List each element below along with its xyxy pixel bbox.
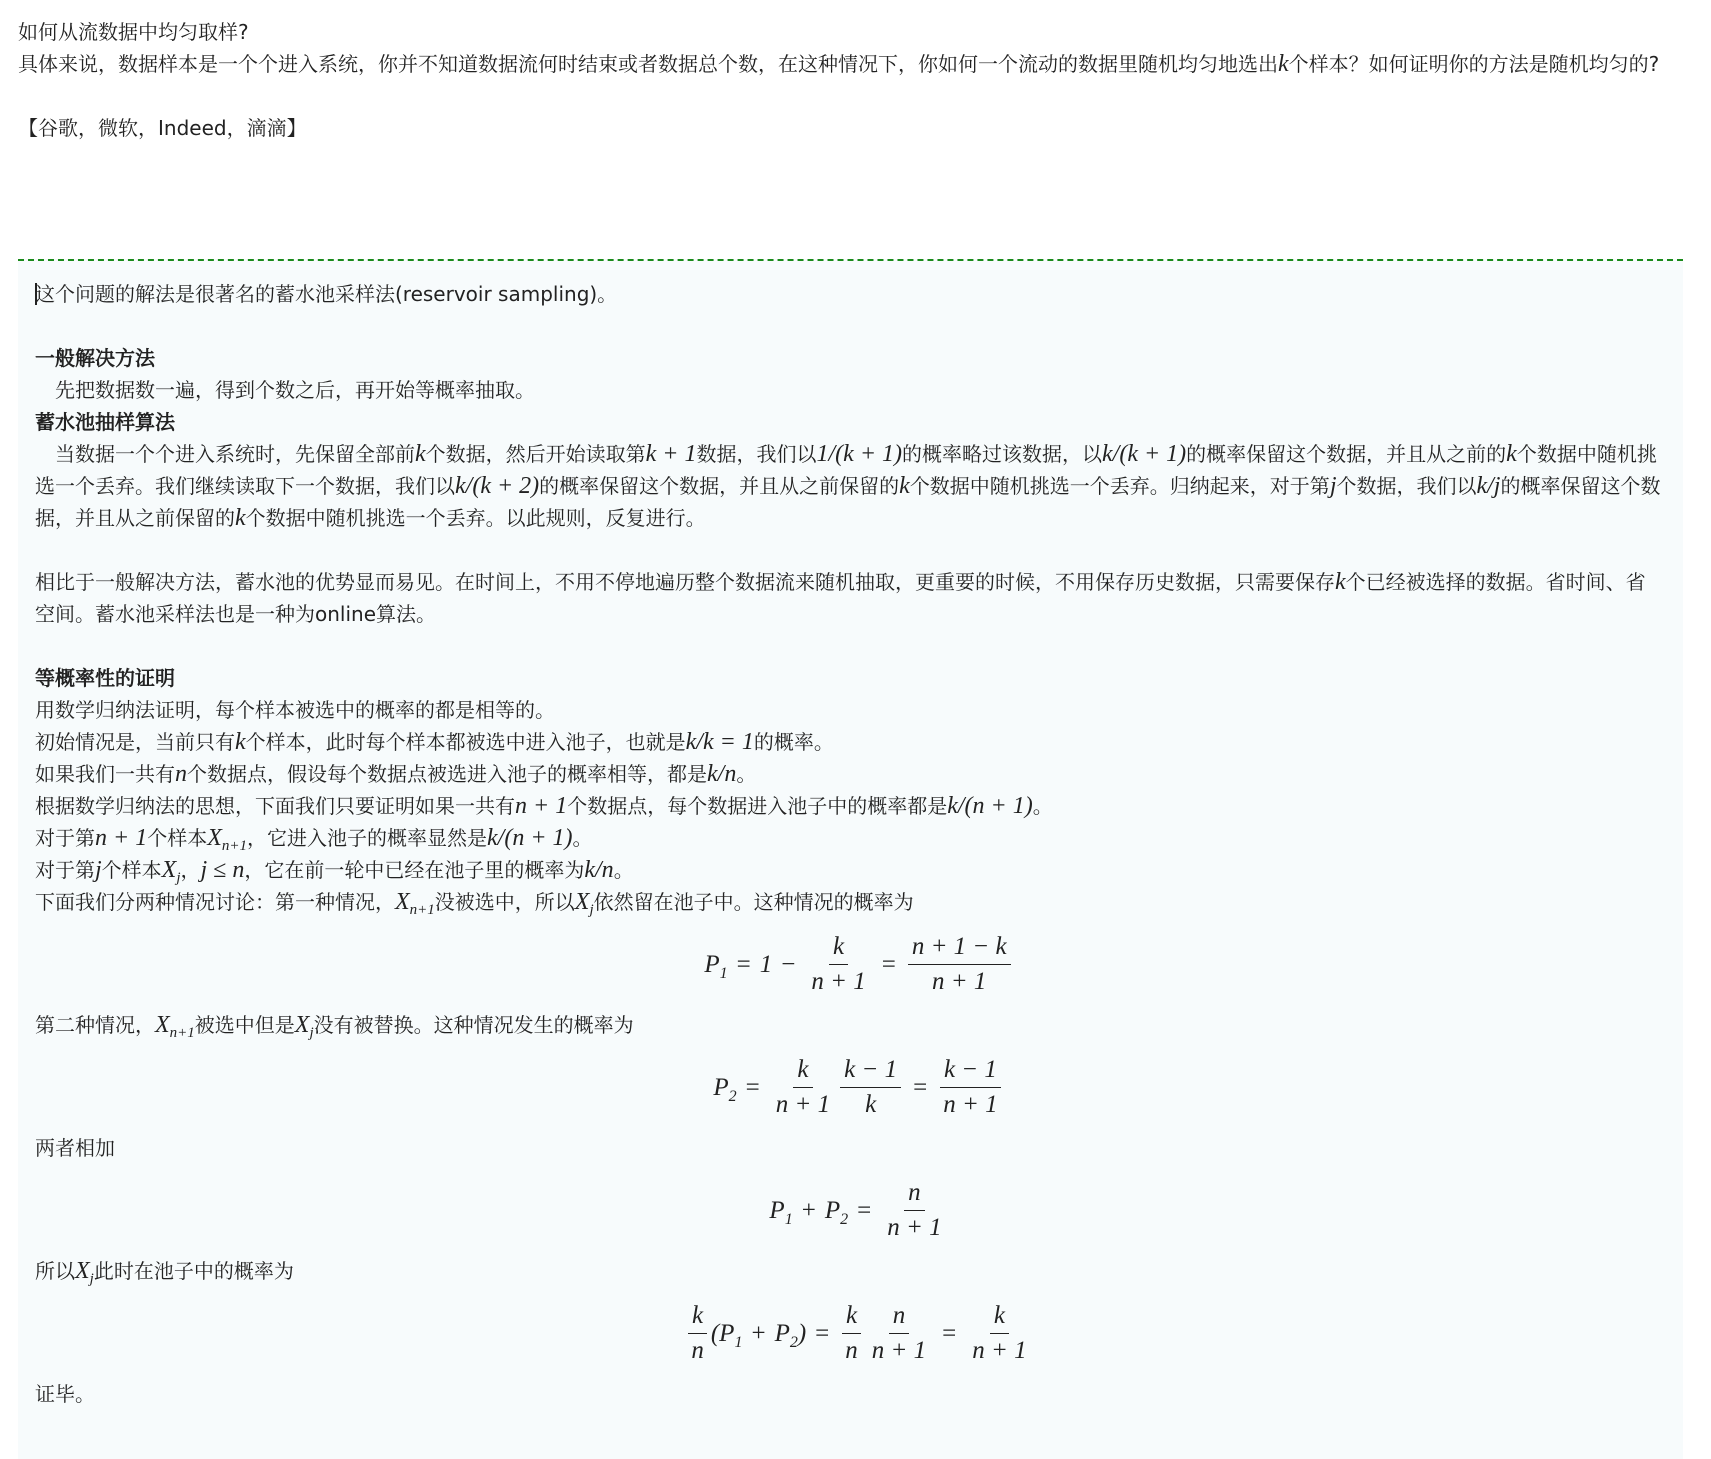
- math-inline: [646, 441, 697, 467]
- text-run: 所以: [35, 1259, 75, 1283]
- text-run: 没有被替换。这种情况发生的概率为: [313, 1013, 634, 1037]
- fraction-numerator: k − 1: [940, 1055, 1001, 1088]
- math-symbol: X: [75, 1258, 90, 1284]
- math-symbol: X: [155, 1012, 170, 1038]
- math-operator: =: [913, 1073, 928, 1101]
- math-inline: [294, 1012, 314, 1041]
- math-symbol: X: [294, 1012, 310, 1038]
- paragraph: [35, 822, 1683, 854]
- text-run: 这个问题的解法是很著名的蓄水池采样法(reservoir sampling)。: [35, 282, 618, 306]
- math-symbol: 1/(k + 1): [816, 441, 903, 467]
- math-operator: =: [857, 1196, 872, 1224]
- fraction-numerator: k: [688, 1301, 707, 1334]
- math-base: ): [797, 1319, 807, 1347]
- math-symbol: k/k = 1: [685, 729, 754, 755]
- text-run: 对于第: [35, 826, 95, 850]
- math-inline: [95, 857, 102, 883]
- math-subscript: j: [309, 1025, 314, 1041]
- math-symbol: j ≤ n: [200, 857, 245, 883]
- answer-panel: [18, 259, 1683, 1459]
- math-inline: [1476, 473, 1500, 499]
- math-base: P: [769, 1196, 785, 1224]
- text-run: 个样本？如何证明你的方法是随机均匀的?: [1288, 52, 1660, 76]
- math-subscript: n+1: [221, 838, 247, 854]
- fraction-denominator: n + 1: [932, 968, 987, 995]
- text-run: 的概率保留这个数据，并且从之前保留的: [35, 474, 1661, 530]
- math-base: P: [824, 1196, 841, 1224]
- math-symbol: [711, 1319, 743, 1349]
- math-operator: −: [781, 950, 796, 978]
- math-subscript: 2: [840, 1210, 849, 1228]
- paragraph: [35, 758, 1683, 790]
- text-run: 数据，我们以: [696, 442, 817, 466]
- text-run: 当数据一个个进入系统时，先保留全部前: [35, 442, 415, 466]
- math-inline: [207, 825, 247, 854]
- fraction-denominator: n + 1: [871, 1337, 927, 1364]
- math-symbol: [775, 1319, 798, 1349]
- section-heading: [35, 406, 1683, 438]
- text-run: 依然留在池子中。这种情况的概率为: [593, 890, 914, 914]
- math-inline: [155, 1012, 195, 1041]
- math-inline: [395, 889, 435, 918]
- math-symbol: X: [207, 825, 222, 851]
- text-run: 个样本: [147, 826, 208, 850]
- paragraph: [18, 48, 1693, 80]
- fraction-denominator: n + 1: [972, 1337, 1027, 1364]
- math-inline: [201, 857, 245, 883]
- blank-line: [18, 80, 1693, 112]
- math-symbol: k/(n + 1): [487, 825, 573, 851]
- section-heading: [35, 342, 1683, 374]
- paragraph: [35, 1009, 1683, 1041]
- paragraph: [35, 790, 1683, 822]
- math-subscript: 1: [719, 964, 728, 982]
- text-run: 个数据点，每个数据进入池子中的概率都是: [567, 794, 948, 818]
- math-inline: [584, 857, 613, 883]
- paragraph: [35, 438, 1683, 534]
- text-run: 个数据点，假设每个数据点被选进入池子的概率相等，都是: [187, 762, 707, 786]
- math-symbol: X: [574, 889, 590, 915]
- math-base: (P: [710, 1319, 735, 1347]
- math-symbol: j: [1329, 473, 1337, 499]
- text-run: 第二种情况，: [35, 1013, 155, 1037]
- text-run: ，它在前一轮中已经在池子里的概率为: [244, 858, 585, 882]
- math-base: P: [713, 1073, 729, 1101]
- math-inline: [947, 793, 1033, 819]
- fraction-numerator: n + 1 − k: [908, 932, 1011, 965]
- paragraph: [18, 16, 1693, 48]
- math-subscript: j: [176, 870, 181, 886]
- math-symbol: k: [1278, 51, 1289, 77]
- math-symbol: k/j: [1476, 473, 1501, 499]
- text-run: 初始情况是，当前只有: [35, 730, 235, 754]
- math-symbol: X: [161, 857, 177, 883]
- math-operator: =: [745, 1073, 760, 1101]
- math-inline: [235, 729, 246, 755]
- fraction-denominator: n: [691, 1337, 704, 1364]
- math-symbol: k/(k + 1): [1102, 441, 1187, 467]
- math-symbol: k: [1335, 569, 1346, 595]
- text-run: 个数据中随机挑选一个丢弃。归纳起来，对于第: [909, 474, 1330, 498]
- math-inline: [515, 793, 567, 819]
- display-equation: [35, 1301, 1683, 1366]
- math-inline: [686, 729, 754, 755]
- paragraph: [35, 1132, 1683, 1164]
- math-symbol: k/n: [584, 857, 614, 883]
- text-run: 个样本: [101, 858, 162, 882]
- math-inline: [161, 857, 181, 886]
- text-run: 的概率。: [753, 730, 834, 754]
- text-run: 个已经被选择的数据。省时间、省空间。蓄水池采样法也是一种为online算法。: [35, 570, 1646, 626]
- text-run: 个数据中随机挑选一个丢弃。以此规则，反复进行。: [245, 506, 706, 530]
- display-equation: [35, 932, 1683, 997]
- text-run: 个数据中随机挑选一个丢弃。我们继续读取下一个数据，我们以: [35, 442, 1657, 498]
- math-symbol: n + 1: [95, 825, 148, 851]
- math-inline: [235, 505, 246, 531]
- fraction-numerator: k: [793, 1055, 812, 1088]
- math-inline: [817, 441, 903, 467]
- math-fraction: [807, 932, 869, 997]
- question-section: [0, 0, 1711, 144]
- fraction-numerator: n: [904, 1178, 925, 1211]
- paragraph: [35, 1378, 1683, 1410]
- text-run: 。: [736, 762, 757, 786]
- math-symbol: k: [1506, 441, 1517, 467]
- fraction-numerator: k: [842, 1301, 861, 1334]
- math-fraction: [841, 1301, 862, 1366]
- math-inline: [1102, 441, 1186, 467]
- text-run: 如果我们一共有: [35, 762, 175, 786]
- math-inline: [1278, 51, 1289, 77]
- text-run: 个数据，我们以: [1336, 474, 1477, 498]
- math-symbol: [760, 950, 773, 980]
- math-symbol: k: [235, 729, 246, 755]
- paragraph: [35, 566, 1683, 630]
- fraction-denominator: n: [845, 1337, 858, 1364]
- math-operator: +: [801, 1196, 816, 1224]
- blank-line: [35, 630, 1683, 662]
- text-run: ，: [180, 858, 201, 882]
- text-run: 证毕。: [35, 1382, 95, 1406]
- paragraph: [35, 886, 1683, 918]
- math-inline: [175, 761, 187, 787]
- math-symbol: k: [899, 473, 910, 499]
- math-subscript: j: [589, 902, 594, 918]
- math-symbol: [704, 950, 727, 980]
- math-operator: +: [751, 1319, 766, 1347]
- fraction-numerator: n: [889, 1301, 910, 1334]
- text-run: ，它进入池子的概率显然是: [247, 826, 487, 850]
- math-fraction: [868, 1301, 930, 1366]
- math-symbol: [713, 1073, 736, 1103]
- math-subscript: 2: [789, 1333, 798, 1351]
- text-run: 用数学归纳法证明，每个样本被选中的概率的都是相等的。: [35, 698, 555, 722]
- text-run: 。: [572, 826, 593, 850]
- text-run: 被选中但是: [194, 1013, 295, 1037]
- fraction-denominator: n + 1: [775, 1091, 831, 1118]
- math-inline: [1506, 441, 1517, 467]
- fraction-denominator: k: [865, 1091, 877, 1118]
- text-run: 两者相加: [35, 1136, 115, 1160]
- text-run: 下面我们分两种情况讨论：第一种情况，: [35, 890, 395, 914]
- text-run: 此时在池子中的概率为: [93, 1259, 294, 1283]
- math-fraction: [939, 1055, 1001, 1120]
- fraction-numerator: k: [990, 1301, 1009, 1334]
- text-run: 的概率保留这个数据，并且从之前保留的: [539, 474, 900, 498]
- math-subscript: 1: [784, 1210, 793, 1228]
- text-run: 个数据，然后开始读取第: [425, 442, 646, 466]
- math-symbol: k/(k + 2): [455, 473, 540, 499]
- text-run: 的概率保留这个数据，并且从之前的: [1186, 442, 1507, 466]
- math-subscript: 2: [728, 1087, 737, 1105]
- math-symbol: [798, 1319, 806, 1349]
- math-operator: =: [942, 1319, 957, 1347]
- text-run: 等概率性的证明: [35, 666, 175, 690]
- text-run: 如何从流数据中均匀取样?: [18, 20, 249, 44]
- section-heading: [35, 662, 1683, 694]
- math-subscript: n+1: [169, 1025, 195, 1041]
- text-run: 。: [613, 858, 634, 882]
- math-symbol: n: [175, 761, 187, 787]
- math-base: P: [774, 1319, 790, 1347]
- math-symbol: k/n: [707, 761, 737, 787]
- math-subscript: 1: [734, 1333, 743, 1351]
- math-symbol: k/(n + 1): [947, 793, 1033, 819]
- text-run: 【谷歌，微软，Indeed，滴滴】: [18, 116, 307, 140]
- math-inline: [899, 473, 910, 499]
- paragraph: [35, 726, 1683, 758]
- math-symbol: k: [415, 441, 426, 467]
- math-base: 1: [759, 950, 773, 978]
- math-operator: =: [736, 950, 751, 978]
- math-operator: =: [881, 950, 896, 978]
- math-fraction: [840, 1055, 901, 1120]
- math-symbol: n + 1: [515, 793, 568, 819]
- fraction-denominator: n + 1: [943, 1091, 998, 1118]
- math-subscript: n+1: [409, 902, 435, 918]
- math-operator: =: [815, 1319, 830, 1347]
- text-run: 。: [1032, 794, 1053, 818]
- math-symbol: [769, 1196, 792, 1226]
- paragraph: [35, 694, 1683, 726]
- math-symbol: k: [235, 505, 246, 531]
- math-symbol: [825, 1196, 848, 1226]
- math-inline: [455, 473, 539, 499]
- text-run: 个样本，此时每个样本都被选中进入池子，也就是: [245, 730, 686, 754]
- display-equation: [35, 1178, 1683, 1243]
- paragraph: [18, 112, 1693, 144]
- math-inline: [707, 761, 736, 787]
- blank-line: [35, 534, 1683, 566]
- text-run: 具体来说，数据样本是一个个进入系统，你并不知道数据流何时结束或者数据总个数，在这种情况下，你如何一个流动的数据里随机均匀地选出: [18, 52, 1278, 76]
- math-inline: [487, 825, 573, 851]
- math-fraction: [772, 1055, 834, 1120]
- text-run: 先把数据数一遍，得到个数之后，再开始等概率抽取。: [35, 378, 535, 402]
- fraction-denominator: n + 1: [811, 968, 866, 995]
- math-inline: [574, 889, 594, 918]
- paragraph: [35, 1255, 1683, 1287]
- math-fraction: [968, 1301, 1030, 1366]
- math-fraction: [687, 1301, 708, 1366]
- text-run: 一般解决方法: [35, 346, 155, 370]
- math-inline: [95, 825, 147, 851]
- paragraph: [35, 374, 1683, 406]
- text-run: 对于第: [35, 858, 95, 882]
- math-symbol: j: [95, 857, 102, 883]
- paragraph: [35, 854, 1683, 886]
- blank-line: [35, 310, 1683, 342]
- fraction-numerator: k: [829, 932, 848, 965]
- math-symbol: X: [395, 889, 410, 915]
- text-run: 没被选中，所以: [434, 890, 575, 914]
- math-inline: [75, 1258, 94, 1287]
- display-equation: [35, 1055, 1683, 1120]
- math-subscript: j: [89, 1271, 94, 1287]
- text-run: 蓄水池抽样算法: [35, 410, 175, 434]
- text-run: 相比于一般解决方法，蓄水池的优势显而易见。在时间上，不用不停地遍历整个数据流来随机抽取，更重要的时候，不用保存历史数据，只需要保存: [35, 570, 1335, 594]
- paragraph: [35, 278, 1683, 310]
- math-inline: [415, 441, 426, 467]
- text-run: 根据数学归纳法的思想，下面我们只要证明如果一共有: [35, 794, 515, 818]
- math-symbol: k + 1: [645, 441, 697, 467]
- math-fraction: [883, 1178, 945, 1243]
- math-base: P: [704, 950, 720, 978]
- fraction-numerator: k − 1: [840, 1055, 901, 1088]
- text-run: 的概率略过该数据，以: [902, 442, 1103, 466]
- math-inline: [1335, 569, 1346, 595]
- fraction-denominator: n + 1: [887, 1214, 942, 1241]
- math-fraction: [908, 932, 1011, 997]
